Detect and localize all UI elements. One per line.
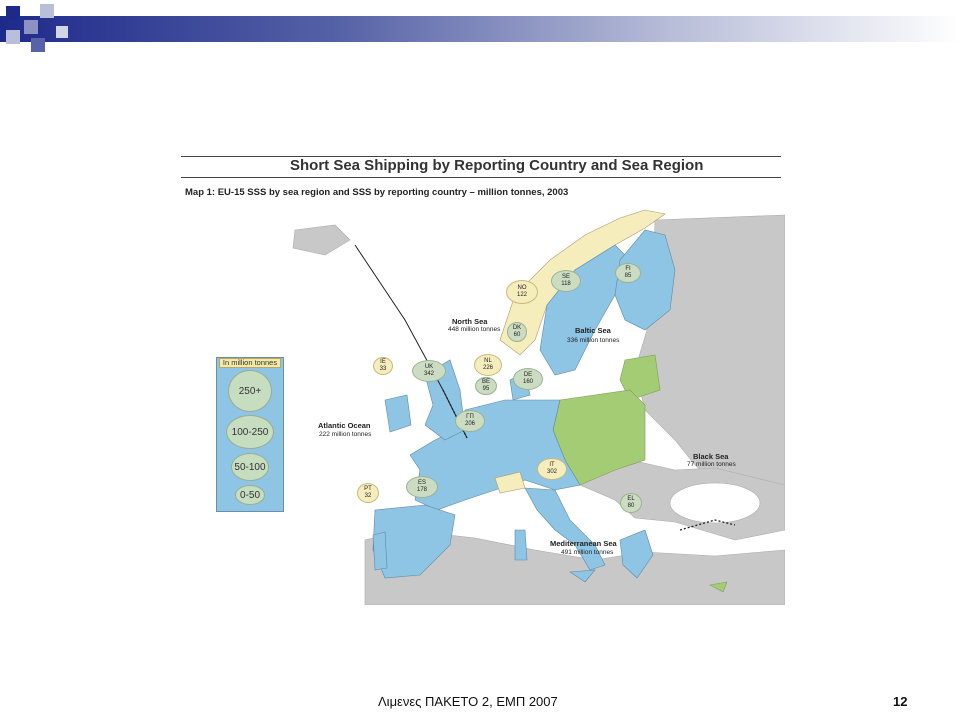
country-bubble-be [475, 377, 497, 395]
country-value: 60 [513, 332, 521, 338]
sea-amount-atlantic-ocean: 222 million tonnes [319, 431, 372, 438]
country-bubble-nl [474, 354, 502, 376]
country-code: NL [484, 358, 492, 364]
legend-item-100-250: 100-250 [226, 415, 274, 449]
country-code: DE [523, 372, 533, 378]
country-code: ΓΠ [466, 414, 474, 420]
country-value: 85 [624, 273, 632, 279]
country-code: EL [627, 496, 635, 502]
sea-label-north-sea: North Sea [452, 317, 488, 326]
country-code: BE [481, 379, 490, 385]
title-bottom-rule [181, 177, 781, 178]
sea-label-mediterranean-sea: Mediterranean Sea [550, 539, 617, 548]
country-bubble-es [406, 476, 438, 498]
slide-header-band [0, 16, 960, 42]
black-sea [670, 483, 760, 523]
decorative-square [40, 4, 54, 18]
sea-amount-mediterranean-sea: 491 million tonnes [561, 549, 614, 556]
sea-label-baltic-sea: Baltic Sea [575, 326, 611, 335]
country-value: 178 [416, 487, 427, 493]
country-code: PT [364, 486, 372, 492]
country-code: UK [424, 364, 434, 370]
iceland [293, 225, 350, 255]
decorative-square [56, 26, 68, 38]
decorative-square [6, 6, 20, 20]
country-value: 226 [482, 365, 493, 371]
country-value: 80 [627, 503, 635, 509]
slide-footer-text: Λιμενες ΠΑΚΕΤΟ 2, ΕΜΠ 2007 [378, 694, 558, 709]
country-bubble-dk [507, 322, 527, 342]
figure-subtitle: Map 1: EU-15 SSS by sea region and SSS by reporting country – million tonnes, 2003 [185, 187, 569, 198]
country-value: 95 [482, 386, 490, 392]
country-bubble-uk [412, 360, 446, 382]
legend-item-250-plus: 250+ [228, 370, 272, 412]
legend-title: In million tonnes [219, 358, 281, 368]
decorative-square [6, 30, 20, 44]
figure-title: Short Sea Shipping by Reporting Country and Sea Region [290, 157, 704, 174]
country-bubble-fr [455, 410, 485, 432]
country-bubble-it [537, 458, 567, 480]
slide-page-number: 12 [893, 694, 908, 709]
country-value: 32 [364, 493, 372, 499]
size-legend [216, 357, 284, 512]
ireland [385, 395, 411, 432]
country-code: DK [512, 325, 522, 331]
sea-amount-baltic-sea: 336 million tonnes [567, 337, 620, 344]
sea-label-black-sea: Black Sea [693, 452, 729, 461]
country-code: NO [517, 285, 527, 291]
legend-item-50-100: 50-100 [231, 453, 269, 481]
country-value: 33 [379, 366, 387, 372]
sardinia [515, 530, 527, 560]
portugal [373, 532, 387, 570]
country-code: SE [561, 274, 570, 280]
country-bubble-no [506, 280, 538, 304]
country-value: 122 [516, 292, 527, 298]
country-code: IE [380, 359, 386, 365]
country-bubble-se [551, 270, 581, 292]
country-value: 342 [423, 371, 434, 377]
country-bubble-pt [357, 483, 379, 503]
country-bubble-de [513, 368, 543, 390]
map-figure [175, 140, 785, 605]
country-code: IT [549, 462, 555, 468]
sea-amount-north-sea: 448 million tonnes [448, 326, 501, 333]
country-bubble-fi [615, 263, 641, 283]
country-value: 206 [464, 421, 475, 427]
country-value: 160 [522, 379, 533, 385]
country-value: 118 [561, 281, 571, 287]
decorative-square [31, 38, 45, 52]
sea-amount-black-sea: 77 million tonnes [687, 461, 736, 468]
sea-label-atlantic-ocean: Atlantic Ocean [318, 421, 371, 430]
country-code: FI [625, 266, 631, 272]
country-code: ES [417, 480, 426, 486]
country-value: 302 [546, 469, 557, 475]
legend-item-0-50: 0-50 [235, 485, 265, 505]
decorative-square [24, 20, 38, 34]
country-bubble-el [620, 493, 642, 513]
country-bubble-ie [373, 357, 393, 375]
europe-map [175, 200, 785, 605]
